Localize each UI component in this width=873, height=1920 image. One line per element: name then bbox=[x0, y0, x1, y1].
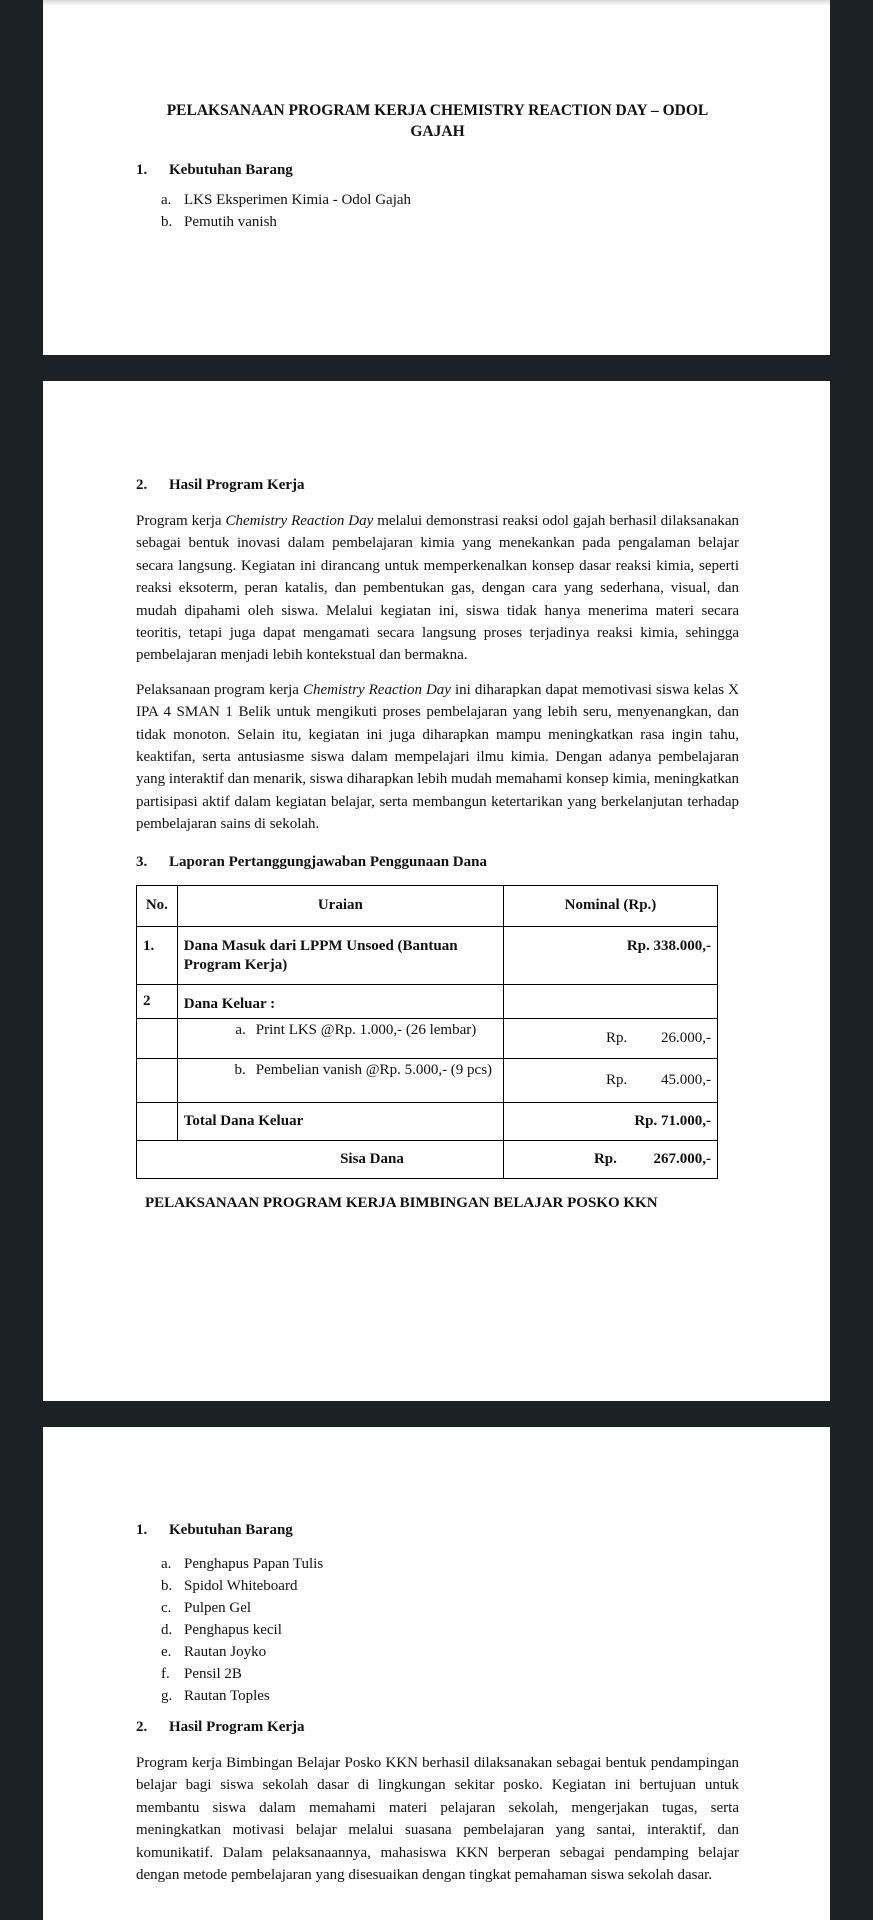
section-number: 3. bbox=[136, 853, 148, 870]
section-title: Hasil Program Kerja bbox=[169, 477, 305, 493]
list-text: Pulpen Gel bbox=[184, 1600, 252, 1616]
paragraph-hasil-1 bbox=[136, 510, 739, 667]
list-marker: g. bbox=[161, 1688, 173, 1704]
amount: 267.000,- bbox=[653, 1150, 711, 1167]
section-number: 1. bbox=[136, 1522, 148, 1538]
table-row bbox=[137, 1058, 718, 1102]
paragraph-text: Pelaksanaan program kerja bbox=[136, 681, 303, 698]
table-row bbox=[137, 926, 718, 984]
table-header-row bbox=[137, 885, 718, 926]
cell-no bbox=[137, 1018, 178, 1058]
sub-marker: a. bbox=[235, 1021, 246, 1038]
paragraph-text: Program kerja bbox=[136, 513, 226, 529]
list-item bbox=[136, 1685, 739, 1707]
section-title: Kebutuhan Barang bbox=[169, 1522, 293, 1538]
list-marker: b. bbox=[161, 214, 173, 230]
currency: Rp. bbox=[605, 1029, 628, 1046]
section-title: Kebutuhan Barang bbox=[169, 162, 293, 178]
section-number: 2. bbox=[136, 477, 148, 493]
list-text: Penghapus Papan Tulis bbox=[184, 1556, 324, 1572]
cell-uraian bbox=[177, 1018, 503, 1058]
list-item bbox=[136, 1597, 739, 1619]
item-list bbox=[136, 1553, 739, 1707]
page-1-content bbox=[136, 100, 739, 233]
cell-sisa-label: Sisa Dana bbox=[137, 1140, 504, 1178]
list-text: LKS Eksperimen Kimia - Odol Gajah bbox=[184, 192, 412, 208]
list-item bbox=[136, 189, 739, 211]
cell-nominal bbox=[503, 1018, 717, 1058]
paragraph-hasil-bimbel: Program kerja Bimbingan Belajar Posko KKN berhasil dilaksanakan sebagai bentuk pendampingan belajar bagi siswa sekolah dasar di lingkungan sekitar posko. Kegiatan ini bertujuan untuk membantu siswa dalam memahami materi pelajaran sekolah, mengerjakan tugas, serta meningkatkan motivasi belajar melalui suasana pembelajaran yang santai, interaktif, dan komunikatif. Dalam pelaksanaannya, mahasiswa KKN berperan sebagai pendamping belajar dengan metode pembelajaran yang disesuaikan dengan tingkat pemahaman siswa sekolah dasar. bbox=[136, 1755, 739, 1884]
paragraph-emphasis: Chemistry Reaction Day bbox=[302, 681, 451, 698]
list-text: Pemutih vanish bbox=[184, 214, 277, 230]
document-page-2 bbox=[43, 381, 830, 1401]
page-2-content bbox=[136, 475, 739, 1214]
document-title: PELAKSANAAN PROGRAM KERJA CHEMISTRY REACTION DAY – ODOL GAJAH bbox=[166, 102, 709, 140]
document-page-3 bbox=[43, 1427, 830, 1920]
header-no: No. bbox=[137, 885, 178, 926]
cell-nominal: Rp. 71.000,- bbox=[503, 1102, 717, 1140]
header-nominal: Nominal (Rp.) bbox=[503, 885, 717, 926]
table-row-sisa bbox=[137, 1140, 718, 1178]
page-top-shadow bbox=[43, 0, 830, 6]
list-item bbox=[136, 211, 739, 233]
cell-no bbox=[137, 1058, 178, 1102]
item-list bbox=[136, 189, 739, 233]
list-text: Rautan Joyko bbox=[184, 1644, 267, 1660]
list-text: Rautan Toples bbox=[184, 1688, 270, 1704]
cell-uraian: Dana Keluar : bbox=[177, 984, 503, 1018]
paragraph-text: melalui demonstrasi reaksi odol gajah berhasil dilaksanakan sebagai bentuk inovasi dalam pembelajaran kimia yang menekankan pada pengalaman belajar secara langsung. Kegiatan ini dirancang untuk memperkenalkan konsep dasar reaksi kimia, seperti reaksi eksoterm, peran katalis, dan pembentukan gas, dengan cara yang sederhana, visual, dan mudah dipahami oleh siswa. Melalui kegiatan ini, siswa tidak hanya menerima materi secara teoritis, tetapi juga dapat mengamati secara langsung proses terjadinya reaksi kimia, sehingga pembelajaran menjadi lebih kontekstual dan bermakna. bbox=[136, 513, 739, 664]
list-marker: d. bbox=[161, 1622, 173, 1638]
list-text: Penghapus kecil bbox=[184, 1622, 282, 1638]
list-text: Spidol Whiteboard bbox=[184, 1578, 298, 1594]
header-uraian: Uraian bbox=[177, 885, 503, 926]
list-item bbox=[136, 1641, 739, 1663]
paragraph-emphasis: Chemistry Reaction Day bbox=[225, 513, 374, 529]
list-text: Pensil 2B bbox=[184, 1666, 242, 1682]
currency: Rp. bbox=[605, 1071, 628, 1088]
table-row-total bbox=[137, 1102, 718, 1140]
cell-nominal bbox=[503, 1140, 717, 1178]
list-item bbox=[136, 1619, 739, 1641]
list-marker: a. bbox=[161, 192, 172, 208]
cell-nominal bbox=[503, 1058, 717, 1102]
document-title-2: PELAKSANAAN PROGRAM KERJA BIMBINGAN BELAJAR POSKO KKN bbox=[145, 1194, 658, 1211]
cell-uraian: Dana Masuk dari LPPM Unsoed (Bantuan Program Kerja) bbox=[177, 926, 503, 984]
list-item bbox=[136, 1663, 739, 1685]
cell-no: 1. bbox=[137, 926, 178, 984]
section-heading-kebutuhan-barang bbox=[136, 1520, 739, 1540]
cell-nominal: Rp. 338.000,- bbox=[503, 926, 717, 984]
list-marker: b. bbox=[161, 1578, 173, 1594]
list-marker: e. bbox=[161, 1644, 172, 1660]
list-marker: f. bbox=[161, 1666, 170, 1682]
amount: 26.000,- bbox=[661, 1029, 711, 1046]
cell-nominal bbox=[503, 984, 717, 1018]
section-title: Hasil Program Kerja bbox=[169, 1719, 305, 1735]
cell-no bbox=[137, 1102, 178, 1140]
section-heading-hasil-program bbox=[136, 475, 739, 495]
sub-text: Print LKS @Rp. 1.000,- (26 lembar) bbox=[255, 1021, 477, 1038]
list-item bbox=[136, 1553, 739, 1575]
section-number: 1. bbox=[136, 162, 148, 178]
section-number: 2. bbox=[136, 1719, 148, 1735]
section-heading-hasil-program bbox=[136, 1717, 739, 1737]
list-marker: a. bbox=[161, 1556, 172, 1572]
sub-text: Pembelian vanish @Rp. 5.000,- (9 pcs) bbox=[255, 1061, 493, 1078]
cell-uraian bbox=[177, 1058, 503, 1102]
section-title: Laporan Pertanggungjawaban Penggunaan Dana bbox=[169, 853, 487, 870]
list-marker: c. bbox=[161, 1600, 172, 1616]
sub-marker: b. bbox=[234, 1061, 246, 1078]
section-heading-kebutuhan-barang bbox=[136, 160, 739, 180]
cell-no: 2 bbox=[137, 984, 178, 1018]
document-page-1 bbox=[43, 0, 830, 355]
page-3-content bbox=[136, 1520, 739, 1886]
currency: Rp. bbox=[593, 1150, 617, 1167]
table-row bbox=[137, 1018, 718, 1058]
paragraph-text: ini diharapkan dapat memotivasi siswa kelas X IPA 4 SMAN 1 Belik untuk mengikuti proses pembelajaran yang lebih seru, menyenangkan, dan tidak monoton. Selain itu, kegiatan ini juga diharapkan mampu meningkatkan rasa ingin tahu, keaktifan, serta antusiasme siswa dalam mempelajari ilmu kimia. Dengan adanya pembelajaran yang interaktif dan menarik, siswa diharapkan lebih mudah memahami konsep kimia, meningkatkan partisipasi aktif dalam kegiatan belajar, serta membangun ketertarikan yang berkelanjutan terhadap pembelajaran sains di sekolah. bbox=[136, 681, 739, 833]
section-heading-laporan-dana bbox=[136, 852, 739, 872]
fund-report-table bbox=[136, 885, 718, 1179]
paragraph-hasil-2 bbox=[136, 679, 739, 836]
cell-uraian: Total Dana Keluar bbox=[177, 1102, 503, 1140]
list-item bbox=[136, 1575, 739, 1597]
table-row bbox=[137, 984, 718, 1018]
amount: 45.000,- bbox=[661, 1071, 711, 1088]
